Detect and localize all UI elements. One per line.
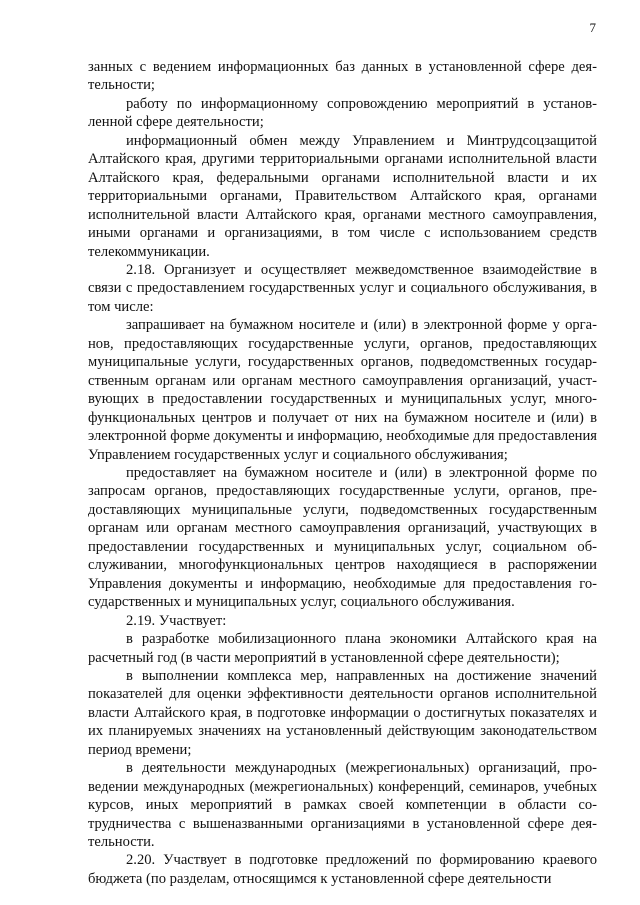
paragraph-10: в деятельности международных (межрегиональных) организаций, проведении международных (межрегиональных) конференций, семинаров, учебных курсов, иных мероприятий в рамках своей компетенции в области сотрудничества с вышеназванными организациями в установленной сфере деятельности. <box>88 760 597 851</box>
paragraph-7: 2.19. Участвует: <box>126 612 227 629</box>
paragraph-9: в выполнении комплекса мер, направленных на достижение значений показателей для оценки эффективности деятельности органов исполнительной власти Алтайского края, в подготовке информации о достигнутых показателях и их планируемых значениях на установленный действующим законодательством период времени; <box>88 667 597 758</box>
paragraph-11: 2.20. Участвует в подготовке предложений по формированию краевого бюджета (по разделам, относящимся к установленной сфере деятельности <box>88 852 597 887</box>
paragraph-5: запрашивает на бумажном носителе и (или) в электронной форме у органов, предоставляющих государственные услуги, органов, предоставляющих муниципальные услуги, государственных органов, подведомственных государственным органам или органам местного самоуправления организаций, участвующих в предоставлении государственных и муниципальных услуг, многофункциональных центров и получает от них на бумажном носителе и (или) в электронной форме документы и информацию, необходимые для предоставления Управлением государственных услуг и социального обслуживания; <box>88 317 597 463</box>
paragraph-6: предоставляет на бумажном носителе и (или) в электронной форме по запросам органов, предоставляющих государственные услуги, органов, предоставляющих муниципальные услуги, подведомственных государственным органам или органам местного самоуправления организаций, участвующих в предоставлении государственных и муниципальных услуг, социальном обслуживании, многофункциональных центров находящиеся в распоряжении Управления документы и информацию, необходимые для предоставления государственных и муниципальных услуг, социального обслуживания. <box>88 464 597 611</box>
paragraph-8: в разработке мобилизационного плана экономики Алтайского края на расчетный год (в части мероприятий в установленной сфере деятельности); <box>88 631 597 666</box>
paragraph-1: занных с ведением информационных баз данных в установленной сфере деятельности; <box>88 59 597 94</box>
paragraph-2: работу по информационному сопровождению мероприятий в установленной сфере деятельности; <box>88 95 597 131</box>
paragraph-3: информационный обмен между Управлением и Минтрудсоцзащитой Алтайского края, другими территориальными органами исполнительной власти Алтайского края, федеральными органами исполнительной власти и их территориальными органами, Правительством Алтайского края, органами исполнительной власти Алтайского края, органами местного самоуправления, иными органами и организациями, в том числе с использованием средств телекоммуникации. <box>88 132 597 260</box>
paragraph-4: 2.18. Организует и осуществляет межведомственное взаимодействие в связи с предоставлением государственных услуг и социального обслуживания, в том числе: <box>88 261 597 315</box>
page-number: 7 <box>589 20 596 35</box>
document-body <box>88 58 597 888</box>
